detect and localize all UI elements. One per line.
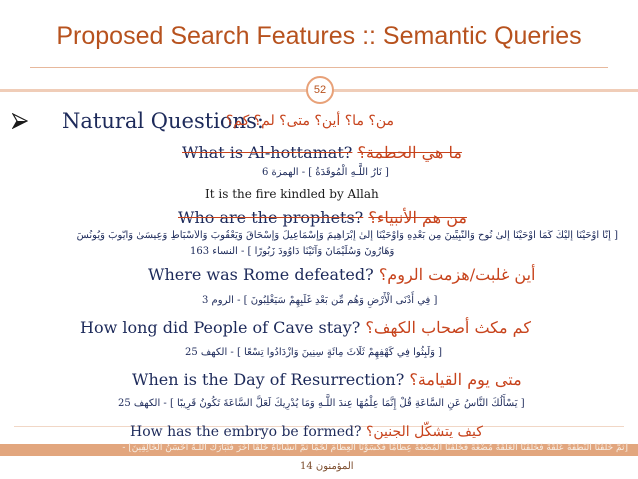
page-number-badge: 52: [306, 76, 334, 104]
question-1-arabic: ما هي الحطمة؟: [357, 143, 462, 162]
question-2-arabic: من هم الأنبياء؟: [368, 208, 467, 227]
question-4-arabic: كم مكث أصحاب الكهف؟: [365, 318, 531, 337]
question-1: [182, 143, 462, 162]
question-5: [132, 370, 522, 389]
slide-title: Proposed Search Features :: Semantic Queries: [56, 22, 582, 50]
question-6: [130, 424, 483, 440]
section-heading: Natural Questions:: [62, 109, 264, 133]
footer-verse: [ثُمَّ خَلَقْنَا النُّطْفَةَ عَلَقَةً فَخَلَقْنَا الْعَلَقَةَ مُضْغَةً فَخَلَقْنَا الْمُضْغَةَ عِظَامًا فَكَسَوْنَا الْعِظَامَ لَحْمًا ثُمَّ أَنشَأْنَاهُ خَلْقًا آخَرَ فَتَبَارَكَ اللَّـهُ أَحْسَنُ الْخَالِقِينَ] -: [122, 443, 628, 453]
question-2-verse-continued: وَهَارُونَ وَسُلَيْمَانَ وَآتَيْنَا دَاوُودَ زَبُورًا ] - النساء 163: [190, 246, 395, 257]
question-3-arabic: أين غلبت/هزمت الروم؟: [378, 265, 536, 284]
question-6-arabic: كيف يتشكّل الجنين؟: [365, 424, 483, 440]
question-1-english: What is Al-hottamat?: [182, 143, 353, 162]
title-divider: [30, 67, 608, 68]
footer-verse-reference: المؤمنون 14: [300, 461, 354, 472]
question-1-verse: [ نَارُ اللَّـهِ الْمُوقَدَةُ ] - الهمزة 6: [262, 167, 389, 178]
question-2-verse: [ إِنَّا أَوْحَيْنَا إِلَيْكَ كَمَا أَوْحَيْنَا إِلَىٰ نُوحٍ وَالنَّبِيِّينَ مِن بَعْدِهِ وَأَوْحَيْنَا إِلَىٰ إِبْرَاهِيمَ وَإِسْمَاعِيلَ وَإِسْحَاقَ وَيَعْقُوبَ وَالْأَسْبَاطِ وَعِيسَىٰ وَأَيُّوبَ وَيُونُسَ: [76, 230, 618, 241]
question-5-verse: [ يَسْأَلُكَ النَّاسُ عَنِ السَّاعَةِ قُلْ إِنَّمَا عِلْمُهَا عِندَ اللَّـهِ وَمَا يُدْرِيكَ لَعَلَّ السَّاعَةَ تَكُونُ قَرِيبًا ] - الكهف 25: [118, 398, 525, 409]
question-3-verse: [ فِي أَدْنَى الْأَرْضِ وَهُم مِّن بَعْدِ غَلَبِهِمْ سَيَغْلِبُونَ ] - الروم 3: [202, 295, 438, 306]
question-6-english: How has the embryo be formed?: [130, 424, 362, 440]
question-4-verse: [ وَلَبِثُوا فِي كَهْفِهِمْ ثَلَاثَ مِائَةٍ سِنِينَ وَازْدَادُوا تِسْعًا ] - الكهف 25: [185, 347, 443, 358]
question-3-english: Where was Rome defeated?: [148, 265, 374, 284]
question-5-arabic: متى يوم القيامة؟: [409, 370, 522, 389]
question-5-english: When is the Day of Resurrection?: [132, 370, 405, 389]
question-2: [178, 208, 467, 227]
section-heading-arabic: من؟ ما؟ أين؟ متى؟ لم؟ كم؟: [225, 113, 394, 129]
question-2-english: Who are the prophets?: [178, 208, 364, 227]
question-1-answer: It is the fire kindled by Allah: [205, 187, 379, 201]
bullet-arrow-icon: [12, 113, 28, 129]
question-4: [80, 318, 531, 337]
question-4-english: How long did People of Cave stay?: [80, 318, 361, 337]
question-3: [148, 265, 535, 284]
